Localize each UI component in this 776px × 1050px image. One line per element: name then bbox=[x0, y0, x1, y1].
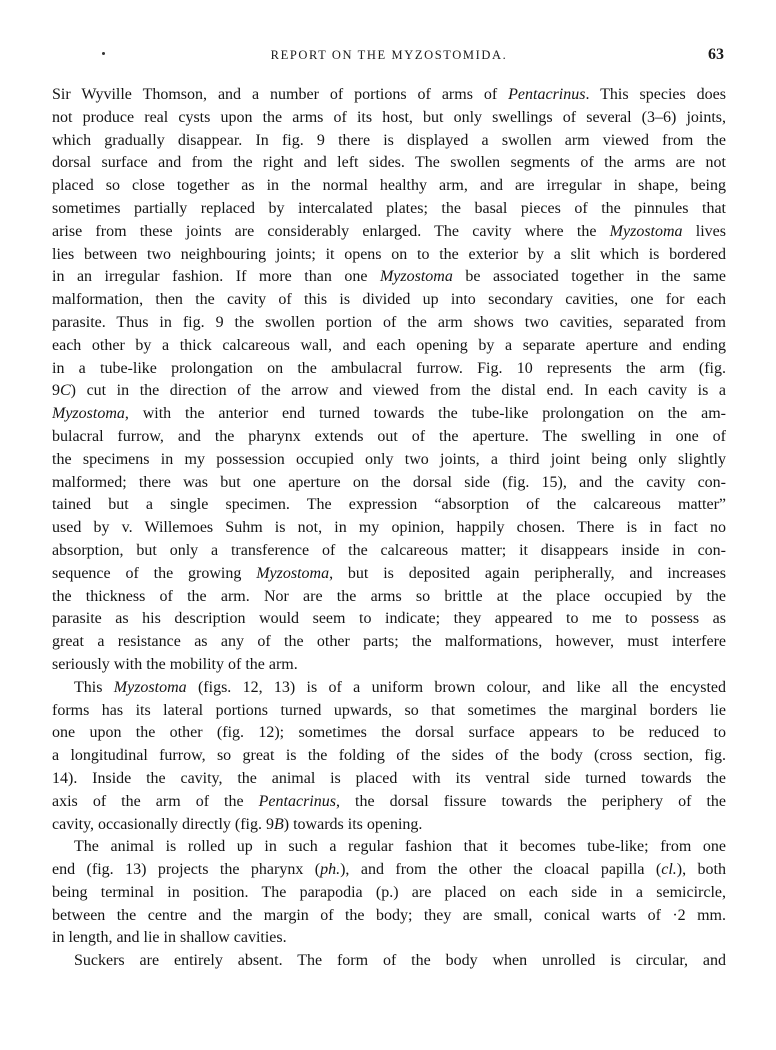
text-line: sometimes partially replaced by intercalated plates; the basal pieces of the pinnules that bbox=[52, 199, 726, 217]
text-line: Suckers are entirely absent. The form of the body when unrolled is circular, and bbox=[74, 952, 726, 970]
text-line: a longitudinal furrow, so great is the folding of the sides of the body (cross section, fig. bbox=[52, 747, 726, 765]
text-line: sequence of the growing Myzostoma, but is deposited again peripherally, and increases bbox=[52, 564, 726, 582]
text-line: dorsal surface and from the right and left sides. The swollen segments of the arms are not bbox=[52, 154, 726, 172]
text-line: 9C) cut in the direction of the arrow and viewed from the distal end. In each cavity is a bbox=[52, 382, 726, 400]
text-line: in an irregular fashion. If more than one Myzostoma be associated together in the same bbox=[52, 268, 726, 286]
text-line: malformation, then the cavity of this is divided up into secondary cavities, one for each bbox=[52, 291, 726, 309]
text-line: the thickness of the arm. Nor are the arms so brittle at the place occupied by the bbox=[52, 587, 726, 605]
running-header bbox=[52, 46, 726, 70]
text-line: each other by a thick calcareous wall, and each opening by a separate aperture and ending bbox=[52, 336, 726, 354]
text-line: in a tube-like prolongation on the ambulacral furrow. Fig. 10 represents the arm (fig. bbox=[52, 359, 726, 377]
text-line: between the centre and the margin of the body; they are small, conical warts of ·2 mm. bbox=[52, 906, 726, 924]
running-title: REPORT ON THE MYZOSTOMIDA. bbox=[270, 48, 508, 62]
text-line: great a resistance as any of the other parts; the malformations, however, must interfere bbox=[52, 633, 726, 651]
text-line: The animal is rolled up in such a regular fashion that it becomes tube-like; from one bbox=[74, 838, 726, 856]
text-line: absorption, but only a transference of the calcareous matter; it disappears inside in con- bbox=[52, 541, 726, 559]
text-line: in length, and lie in shallow cavities. bbox=[52, 929, 287, 947]
text-line: end (fig. 13) projects the pharynx (ph.), and from the other the cloacal papilla (cl.), both bbox=[52, 861, 726, 879]
text-line: parasite. Thus in fig. 9 the swollen portion of the arm shows two cavities, separated from bbox=[52, 313, 726, 331]
text-line: malformed; there was but one aperture on the dorsal side (fig. 15), and the cavity con- bbox=[52, 473, 726, 491]
text-line: seriously with the mobility of the arm. bbox=[52, 655, 298, 673]
page-number: 63 bbox=[708, 46, 724, 63]
text-line: which gradually disappear. In fig. 9 there is displayed a swollen arm viewed from the bbox=[52, 131, 726, 149]
text-line: cavity, occasionally directly (fig. 9B) towards its opening. bbox=[52, 815, 423, 833]
text-line: tained but a single specimen. The expression “absorption of the calcareous matter” bbox=[52, 496, 726, 514]
text-line: one upon the other (fig. 12); sometimes the dorsal surface appears to be reduced to bbox=[52, 724, 726, 742]
text-line: used by v. Willemoes Suhm is not, in my opinion, happily chosen. There is in fact no bbox=[52, 519, 726, 537]
text-line: placed so close together as in the normal healthy arm, and are irregular in shape, being bbox=[52, 177, 726, 195]
text-line: Sir Wyville Thomson, and a number of portions of arms of Pentacrinus. This species does bbox=[52, 86, 726, 103]
body-text bbox=[52, 84, 726, 973]
text-line: This Myzostoma (figs. 12, 13) is of a uniform brown colour, and like all the encysted bbox=[74, 678, 726, 696]
text-line: axis of the arm of the Pentacrinus, the dorsal fissure towards the periphery of the bbox=[52, 792, 726, 810]
text-line: forms has its lateral portions turned upwards, so that sometimes the marginal borders lie bbox=[52, 701, 726, 719]
text-line: the specimens in my possession occupied only two joints, a third joint being only slightly bbox=[52, 450, 726, 468]
text-line: arise from these joints are considerably enlarged. The cavity where the Myzostoma lives bbox=[52, 222, 726, 240]
text-line: 14). Inside the cavity, the animal is placed with its ventral side turned towards the bbox=[52, 769, 726, 787]
text-line: bulacral furrow, and the pharynx extends out of the aperture. The swelling in one of bbox=[52, 427, 726, 445]
text-line: lies between two neighbouring joints; it opens on to the exterior by a slit which is bordered bbox=[52, 245, 726, 263]
text-line: not produce real cysts upon the arms of its host, but only swellings of several (3–6) joints, bbox=[52, 108, 726, 126]
text-line: Myzostoma, with the anterior end turned towards the tube-like prolongation on the am- bbox=[52, 405, 726, 423]
text-line: being terminal in position. The parapodia (p.) are placed on each side in a semicircle, bbox=[52, 883, 726, 901]
text-line: parasite as his description would seem to indicate; they appeared to me to possess as bbox=[52, 610, 726, 628]
